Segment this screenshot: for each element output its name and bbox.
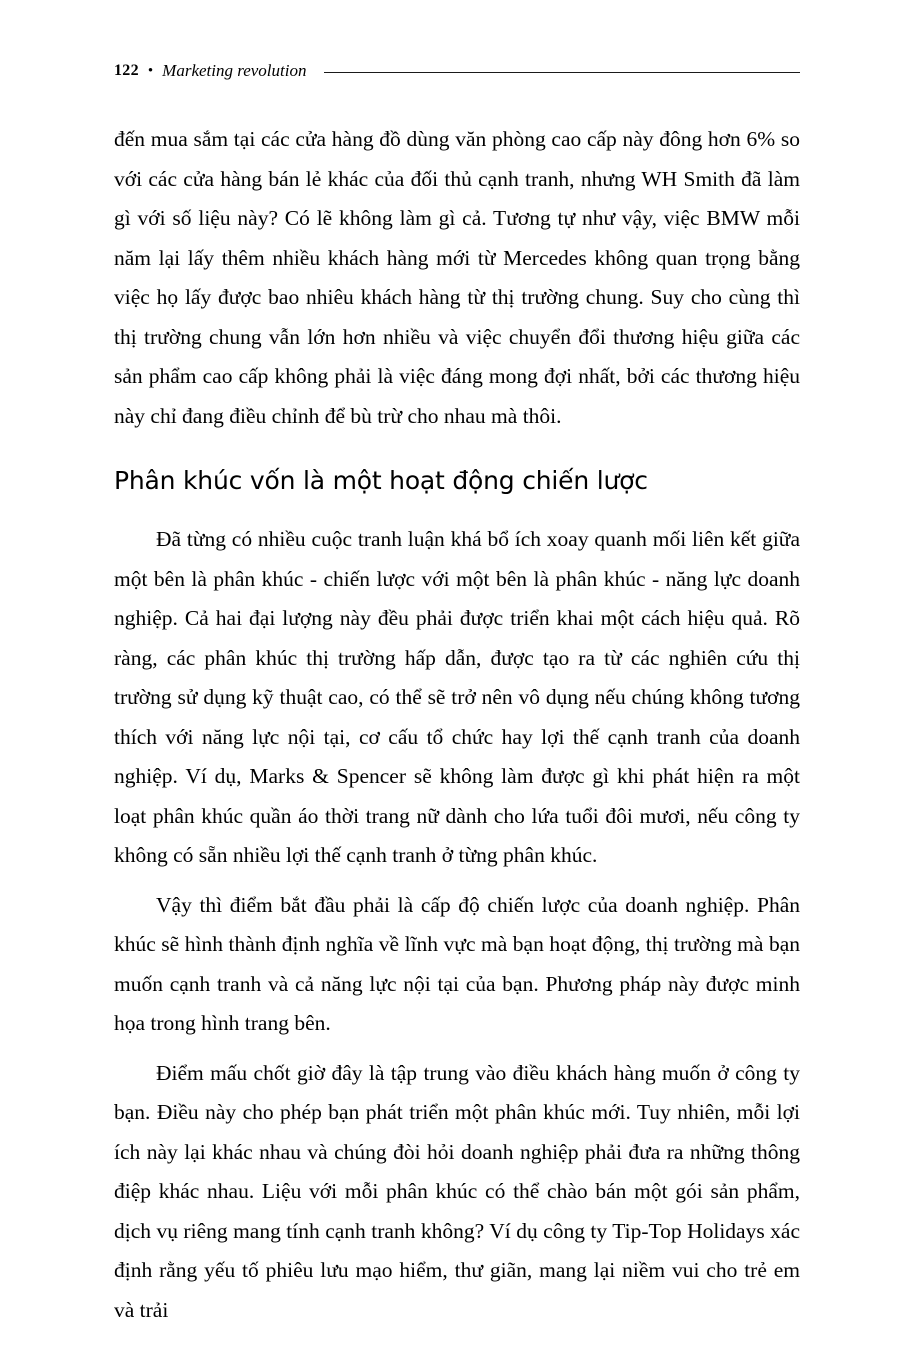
header-separator: • <box>147 62 154 79</box>
header-rule <box>324 72 800 73</box>
running-title: Marketing revolution <box>162 61 307 80</box>
page-number: 122 <box>114 62 139 79</box>
running-head <box>114 56 800 86</box>
section-heading: Phân khúc vốn là một hoạt động chiến lược <box>114 466 648 495</box>
paragraph-gap <box>114 1044 800 1054</box>
paragraph-2: Đã từng có nhiều cuộc tranh luận khá bổ ích xoay quanh mối liên kết giữa một bên là phân khúc - chiến lược với một bên là phân khúc - năng lực doanh nghiệp. Cả hai đại lượng này đều phải được triển khai một cách hiệu quả. Rõ ràng, các phân khúc thị trường hấp dẫn, được tạo ra từ các nghiên cứu thị trường sử dụng kỹ thuật cao, có thể sẽ trở nên vô dụng nếu chúng không tương thích với năng lực nội tại, cơ cấu tổ chức hay lợi thế cạnh tranh của doanh nghiệp. Ví dụ, Marks & Spencer sẽ không làm được gì khi phát hiện ra một loạt phân khúc quần áo thời trang nữ dành cho lứa tuổi đôi mươi, nếu công ty không có sẵn nhiều lợi thế cạnh tranh ở từng phân khúc. <box>114 527 800 867</box>
paragraph-gap <box>114 876 800 886</box>
paragraph-1: đến mua sắm tại các cửa hàng đồ dùng văn phòng cao cấp này đông hơn 6% so với các cửa hàng bán lẻ khác của đối thủ cạnh tranh, nhưng WH Smith đã làm gì với số liệu này? Có lẽ không làm gì cả. Tương tự như vậy, việc BMW mỗi năm lại lấy thêm nhiều khách hàng mới từ Mercedes không quan trọng bằng việc họ lấy được bao nhiêu khách hàng từ thị trường chung. Suy cho cùng thì thị trường chung vẫn lớn hơn nhiều và việc chuyển đổi thương hiệu giữa các sản phẩm cao cấp không phải là việc đáng mong đợi nhất, bởi các thương hiệu này chỉ đang điều chỉnh để bù trừ cho nhau mà thôi. <box>114 127 800 428</box>
body-text <box>114 120 800 1330</box>
paragraph-4: Điểm mấu chốt giờ đây là tập trung vào điều khách hàng muốn ở công ty bạn. Điều này cho phép bạn phát triển một phân khúc mới. Tuy nhiên, mỗi lợi ích này lại khác nhau và chúng đòi hỏi doanh nghiệp phải đưa ra những thông điệp khác nhau. Liệu với mỗi phân khúc có thể chào bán một gói sản phẩm, dịch vụ riêng mang tính cạnh tranh không? Ví dụ công ty Tip-Top Holidays xác định rằng yếu tố phiêu lưu mạo hiểm, thư giãn, mang lại niềm vui cho trẻ em và trải <box>114 1060 800 1322</box>
paragraph-3: Vậy thì điểm bắt đầu phải là cấp độ chiến lược của doanh nghiệp. Phân khúc sẽ hình thành định nghĩa về lĩnh vực mà bạn hoạt động, thị trường mà bạn muốn cạnh tranh và cả năng lực nội tại của bạn. Phương pháp này được minh họa trong hình trang bên. <box>114 892 800 1035</box>
